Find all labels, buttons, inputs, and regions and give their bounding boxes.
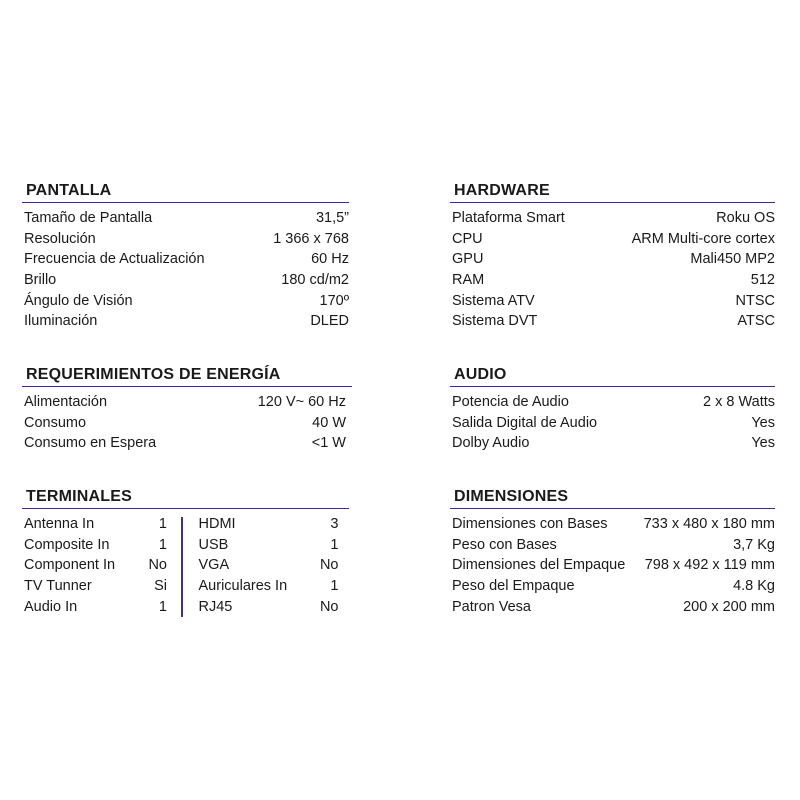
spec-value: 1 [158, 536, 167, 553]
spec-label: Consumo [24, 414, 87, 431]
spec-value: No [319, 557, 339, 574]
section-dimensiones [450, 486, 775, 617]
spec-label: Dolby Audio [452, 435, 530, 452]
spec-label: Patron Vesa [452, 598, 531, 615]
spec-row [22, 392, 346, 413]
section-title: REQUERIMIENTOS DE ENERGÍA [22, 364, 352, 387]
spec-label: Tamaño de Pantalla [24, 210, 153, 227]
spec-row [197, 555, 339, 576]
spec-row [22, 229, 349, 250]
spec-label: Dimensiones con Bases [452, 516, 608, 533]
spec-row [450, 514, 775, 535]
spec-label: Plataforma Smart [452, 210, 565, 227]
spec-value: 4.8 Kg [733, 578, 775, 595]
spec-label: Dimensiones del Empaque [452, 557, 626, 574]
spec-label: Component In [24, 557, 116, 574]
spec-row [450, 535, 775, 556]
section-energia [22, 364, 352, 454]
spec-value: 120 V~ 60 Hz [257, 394, 346, 411]
spec-value: 798 x 492 x 119 mm [644, 557, 775, 574]
spec-value: 1 [330, 578, 339, 595]
spec-value: ARM Multi-core cortex [631, 230, 775, 247]
section-title: AUDIO [450, 364, 775, 387]
spec-row [22, 311, 349, 332]
spec-label: Alimentación [24, 394, 108, 411]
spec-value: NTSC [735, 292, 775, 309]
spec-value: Mali450 MP2 [690, 251, 775, 268]
spec-label: CPU [452, 230, 483, 247]
section-terminales [22, 486, 349, 617]
spec-label: RJ45 [198, 598, 233, 615]
spec-row [197, 596, 339, 617]
spec-value: DLED [310, 313, 349, 330]
spec-row [197, 514, 339, 535]
spec-label: Frecuencia de Actualización [24, 251, 205, 268]
spec-label: Iluminación [24, 313, 98, 330]
spec-row [197, 576, 339, 597]
spec-label: Resolución [24, 230, 96, 247]
spec-row [22, 270, 349, 291]
section-audio [450, 364, 775, 454]
spec-row [450, 433, 775, 454]
spec-row [22, 208, 349, 229]
spec-label: USB [198, 536, 229, 553]
spec-label: HDMI [198, 516, 236, 533]
spec-value: No [148, 557, 167, 574]
spec-value: <1 W [311, 435, 346, 452]
spec-row [22, 555, 167, 576]
spec-value: 733 x 480 x 180 mm [643, 516, 775, 533]
spec-label: Ángulo de Visión [24, 292, 133, 309]
spec-row [450, 208, 775, 229]
spec-label: Peso del Empaque [452, 578, 575, 595]
column-divider [181, 517, 183, 617]
spec-row [22, 413, 346, 434]
spec-label: Antenna In [24, 516, 95, 533]
terminales-right-column [197, 514, 339, 617]
spec-label: RAM [452, 272, 485, 289]
spec-row [22, 249, 349, 270]
spec-label: Salida Digital de Audio [452, 414, 598, 431]
spec-row [450, 311, 775, 332]
section-title: HARDWARE [450, 180, 775, 203]
spec-value: Yes [751, 435, 775, 452]
spec-value: No [319, 598, 339, 615]
spec-value: 512 [750, 272, 775, 289]
spec-row [22, 433, 346, 454]
spec-row [450, 270, 775, 291]
spec-row [450, 290, 775, 311]
terminales-left-column [22, 514, 167, 617]
spec-value: 3,7 Kg [733, 536, 775, 553]
spec-row [22, 535, 167, 556]
spec-value: 1 [330, 536, 339, 553]
section-hardware [450, 180, 775, 332]
spec-value: 170º [319, 292, 349, 309]
spec-row [450, 249, 775, 270]
spec-value: Yes [751, 414, 775, 431]
spec-value: 200 x 200 mm [683, 598, 775, 615]
spec-value: 40 W [312, 414, 346, 431]
spec-label: VGA [198, 557, 230, 574]
spec-label: Brillo [24, 272, 57, 289]
spec-label: Consumo en Espera [24, 435, 157, 452]
spec-label: Auriculares In [198, 578, 288, 595]
spec-value: 3 [330, 516, 339, 533]
spec-label: Sistema DVT [452, 313, 538, 330]
spec-row [22, 290, 349, 311]
spec-label: TV Tunner [24, 578, 92, 595]
spec-value: 2 x 8 Watts [703, 394, 775, 411]
spec-row [197, 535, 339, 556]
spec-label: GPU [452, 251, 484, 268]
spec-value: ATSC [737, 313, 775, 330]
section-title: DIMENSIONES [450, 486, 775, 509]
spec-value: 60 Hz [311, 251, 349, 268]
section-pantalla [22, 180, 349, 332]
spec-row [450, 576, 775, 597]
spec-value: Roku OS [716, 210, 775, 227]
spec-label: Sistema ATV [452, 292, 535, 309]
section-title: PANTALLA [22, 180, 349, 203]
spec-value: 1 [158, 516, 167, 533]
spec-row [22, 596, 167, 617]
spec-label: Audio In [24, 598, 78, 615]
spec-value: 180 cd/m2 [281, 272, 349, 289]
spec-row [450, 392, 775, 413]
section-title: TERMINALES [22, 486, 349, 509]
spec-row [450, 555, 775, 576]
spec-value: Si [154, 578, 167, 595]
spec-label: Potencia de Audio [452, 394, 569, 411]
spec-label: Composite In [24, 536, 110, 553]
spec-label: Peso con Bases [452, 536, 557, 553]
spec-value: 1 [158, 598, 167, 615]
spec-value: 31,5” [315, 210, 349, 227]
spec-row [450, 413, 775, 434]
spec-row [22, 514, 167, 535]
spec-row [22, 576, 167, 597]
spec-value: 1 366 x 768 [273, 230, 349, 247]
spec-row [450, 596, 775, 617]
spec-row [450, 229, 775, 250]
